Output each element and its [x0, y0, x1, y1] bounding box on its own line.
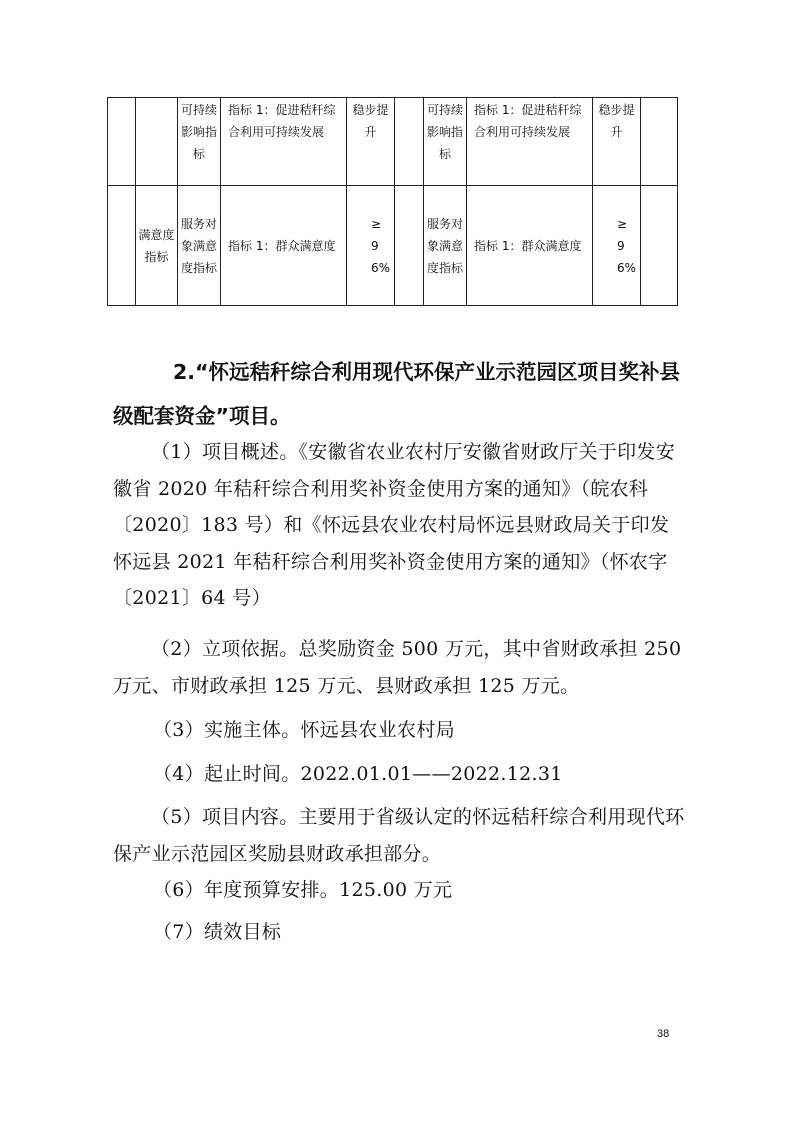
table-cell: 指标 1：群众满意度	[221, 186, 347, 306]
table-cell: 满意度指标	[136, 186, 178, 306]
table-cell	[108, 186, 136, 306]
table-cell: 指标 1：促进秸秆综合利用可持续发展	[467, 98, 593, 186]
table-cell: 可持续影响指标	[424, 98, 467, 186]
performance-indicator-table	[107, 97, 678, 306]
table-cell: 可持续影响指标	[178, 98, 221, 186]
table-cell: 稳步提升	[347, 98, 395, 186]
table-cell: ≥ 96%	[347, 186, 395, 306]
table-cell	[641, 186, 678, 306]
paragraph-implementer: （3）实施主体。怀远县农业农村局	[153, 719, 455, 741]
table-cell	[641, 98, 678, 186]
table-cell	[136, 98, 178, 186]
table-cell: ≥ 96%	[593, 186, 641, 306]
table-cell: 服务对象满意度指标	[178, 186, 221, 306]
paragraph-basis: （2）立项依据。总奖励资金 500 万元，其中省财政承担 250 万元、市财政承担 125 万元、县财政承担 125 万元。	[113, 638, 682, 697]
table-cell	[108, 98, 136, 186]
paragraph-overview: （1）项目概述。《安徽省农业农村厅安徽省财政厅关于印发安徽省 2020 年秸秆综合利用奖补资金使用方案的通知》（皖农科〔2020〕183 号）和《怀远县农业农村局怀远县财政局关于印发怀远县 2021 年秸秆综合利用奖补资金使用方案的通知》（怀农字〔2021〕64 号）	[113, 441, 675, 609]
table-cell: 服务对象满意度指标	[424, 186, 467, 306]
table-cell: 指标 1：群众满意度	[467, 186, 593, 306]
page-number: 38	[657, 1028, 670, 1040]
paragraph-goals: （7）绩效目标	[153, 921, 282, 943]
table-row	[108, 98, 678, 186]
paragraph-content: （5）项目内容。主要用于省级认定的怀远秸秆综合利用现代环保产业示范园区奖励县财政承担部分。	[113, 806, 685, 865]
table-cell: 稳步提升	[593, 98, 641, 186]
table-cell	[395, 186, 424, 306]
paragraph-budget: （6）年度预算安排。125.00 万元	[153, 879, 453, 901]
table-row	[108, 186, 678, 306]
table-cell	[395, 98, 424, 186]
table-cell: 指标 1：促进秸秆综合利用可持续发展	[221, 98, 347, 186]
section-heading: 2.“怀远秸秆综合利用现代环保产业示范园区项目奖补县级配套资金”项目。	[113, 360, 681, 428]
paragraph-period: （4）起止时间。2022.01.01——2022.12.31	[153, 763, 563, 785]
